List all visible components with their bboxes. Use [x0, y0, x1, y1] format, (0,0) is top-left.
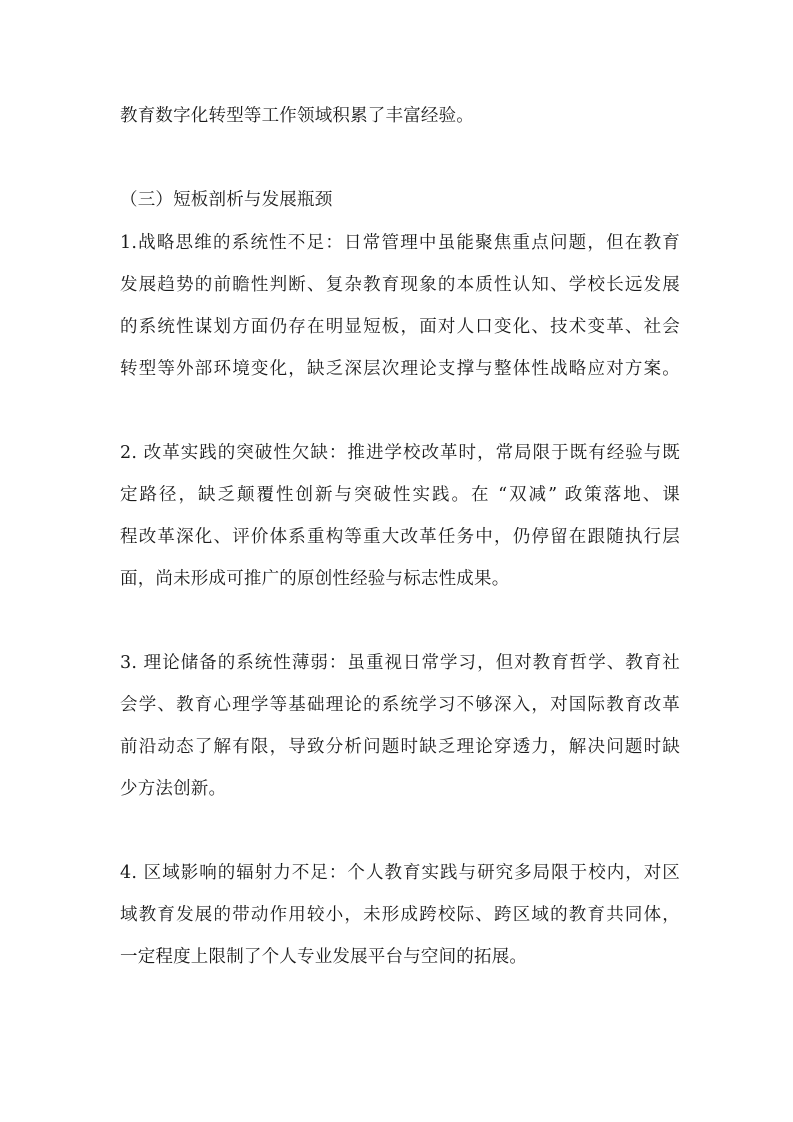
paragraph-3-line-1: 3. 理论储备的系统性薄弱：虽重视日常学习，但对教育哲学、教育社: [120, 653, 680, 673]
section-heading: （三）短板剖析与发展瓶颈: [120, 190, 333, 210]
paragraph-1-line-3: 的系统性谋划方面仍存在明显短板，面对人口变化、技术变革、社会: [120, 317, 680, 337]
paragraph-2-line-2: 定路径，缺乏颠覆性创新与突破性实践。在 “双减” 政策落地、课: [120, 485, 680, 505]
paragraph-4-line-1: 4. 区域影响的辐射力不足：个人教育实践与研究多局限于校内，对区: [120, 863, 680, 883]
paragraph-2-line-3: 程改革深化、评价体系重构等重大改革任务中，仍停留在跟随执行层: [120, 527, 680, 547]
paragraph-continuation-line: 教育数字化转型等工作领域积累了丰富经验。: [120, 106, 474, 126]
paragraph-3-line-2: 会学、教育心理学等基础理论的系统学习不够深入，对国际教育改革: [120, 695, 680, 715]
paragraph-2-line-4: 面，尚未形成可推广的原创性经验与标志性成果。: [120, 569, 510, 589]
paragraph-3-line-4: 少方法创新。: [120, 779, 227, 799]
paragraph-4-line-3: 一定程度上限制了个人专业发展平台与空间的拓展。: [120, 947, 528, 967]
paragraph-2-line-1: 2. 改革实践的突破性欠缺：推进学校改革时，常局限于既有经验与既: [120, 443, 680, 463]
paragraph-3-line-3: 前沿动态了解有限，导致分析问题时缺乏理论穿透力，解决问题时缺: [120, 737, 680, 757]
paragraph-4-line-2: 域教育发展的带动作用较小，未形成跨校际、跨区域的教育共同体，: [120, 905, 680, 925]
paragraph-1-line-2: 发展趋势的前瞻性判断、复杂教育现象的本质性认知、学校长远发展: [120, 275, 680, 295]
paragraph-1-line-1: 1.战略思维的系统性不足：日常管理中虽能聚焦重点问题，但在教育: [120, 233, 680, 253]
paragraph-1-line-4: 转型等外部环境变化，缺乏深层次理论支撑与整体性战略应对方案。: [120, 359, 680, 379]
